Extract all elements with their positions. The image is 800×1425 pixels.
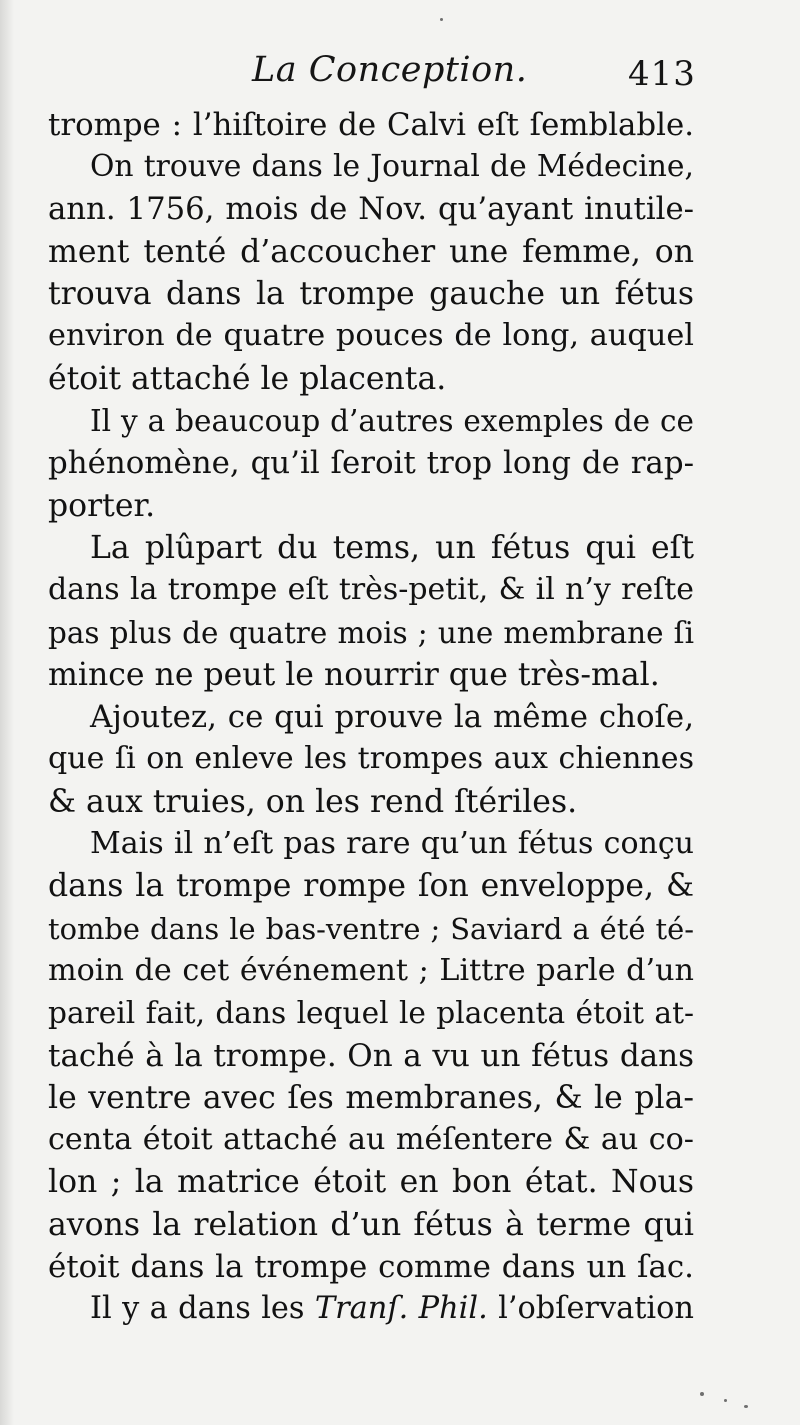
page-number: 413 bbox=[628, 54, 696, 94]
body-text bbox=[48, 104, 694, 1331]
text-line: dans la trompe rompe ſon enveloppe, & bbox=[48, 868, 694, 905]
text-line: étoit dans la trompe comme dans un ſac. bbox=[48, 1249, 694, 1286]
text-line: étoit attaché le placenta. bbox=[48, 360, 447, 397]
ink-speck bbox=[744, 1405, 748, 1408]
running-head bbox=[0, 50, 800, 100]
text-line: que ſi on enleve les trompes aux chiennes bbox=[48, 741, 694, 777]
text-line: Mais il n’eſt pas rare qu’un fétus conçu bbox=[90, 826, 694, 862]
ink-speck bbox=[440, 18, 443, 21]
text-line: tombe dans le bas-ventre ; Saviard a été té- bbox=[48, 911, 694, 946]
text-line: trouva dans la trompe gauche un fétus bbox=[48, 276, 694, 313]
text-line: centa étoit attaché au méſentere & au co- bbox=[48, 1122, 694, 1158]
text-line: porter. bbox=[48, 487, 156, 524]
ink-speck bbox=[700, 1392, 704, 1396]
text-line: dans la trompe eſt très-petit, & il n’y reſte bbox=[48, 572, 694, 608]
text-line: trompe : l’hiſtoire de Calvi eſt ſemblable. bbox=[48, 107, 694, 143]
text-line: Il y a beaucoup d’autres exemples de ce bbox=[90, 404, 694, 439]
text-line: On trouve dans le Journal de Médecine, bbox=[90, 149, 694, 185]
text-line: environ de quatre pouces de long, auquel bbox=[48, 318, 694, 354]
italic-citation-phil: Phil. bbox=[418, 1291, 488, 1327]
running-head-title: La Conception. bbox=[252, 50, 528, 90]
page-edge-shadow bbox=[0, 0, 14, 1425]
text-line: pareil fait, dans lequel le placenta étoit at- bbox=[48, 996, 694, 1031]
text-line: taché à la trompe. On a vu un fétus dans bbox=[48, 1037, 694, 1074]
text-line: mince ne peut le nourrir que très-mal. bbox=[48, 656, 660, 693]
text-line: moin de cet événement ; Littre parle d’un bbox=[48, 952, 694, 988]
text-line: phénomène, qu’il ſeroit trop long de rap- bbox=[48, 445, 694, 482]
italic-citation-trans: Tranſ. bbox=[314, 1291, 409, 1327]
text-line: ment tenté d’accoucher une femme, on bbox=[48, 233, 694, 270]
text-line-final bbox=[48, 1288, 694, 1330]
ink-speck bbox=[724, 1399, 727, 1402]
text-line: avons la relation d’un fétus à terme qui bbox=[48, 1206, 694, 1243]
text-line: pas plus de quatre mois ; une membrane ſi bbox=[48, 615, 694, 650]
text-line: lon ; la matrice étoit en bon état. Nous bbox=[48, 1164, 694, 1201]
final-line-end: l’obſervation bbox=[487, 1291, 694, 1327]
text-line: le ventre avec ſes membranes, & le pla- bbox=[48, 1079, 694, 1116]
final-line-start: Il y a dans les bbox=[90, 1291, 315, 1327]
text-line: La plûpart du tems, un fétus qui eſt bbox=[90, 529, 694, 566]
text-line: ann. 1756, mois de Nov. qu’ayant inutile- bbox=[48, 191, 694, 227]
text-line: Ajoutez, ce qui prouve la même choſe, bbox=[90, 699, 694, 736]
text-line: & aux truies, on les rend ſtériles. bbox=[48, 783, 578, 820]
